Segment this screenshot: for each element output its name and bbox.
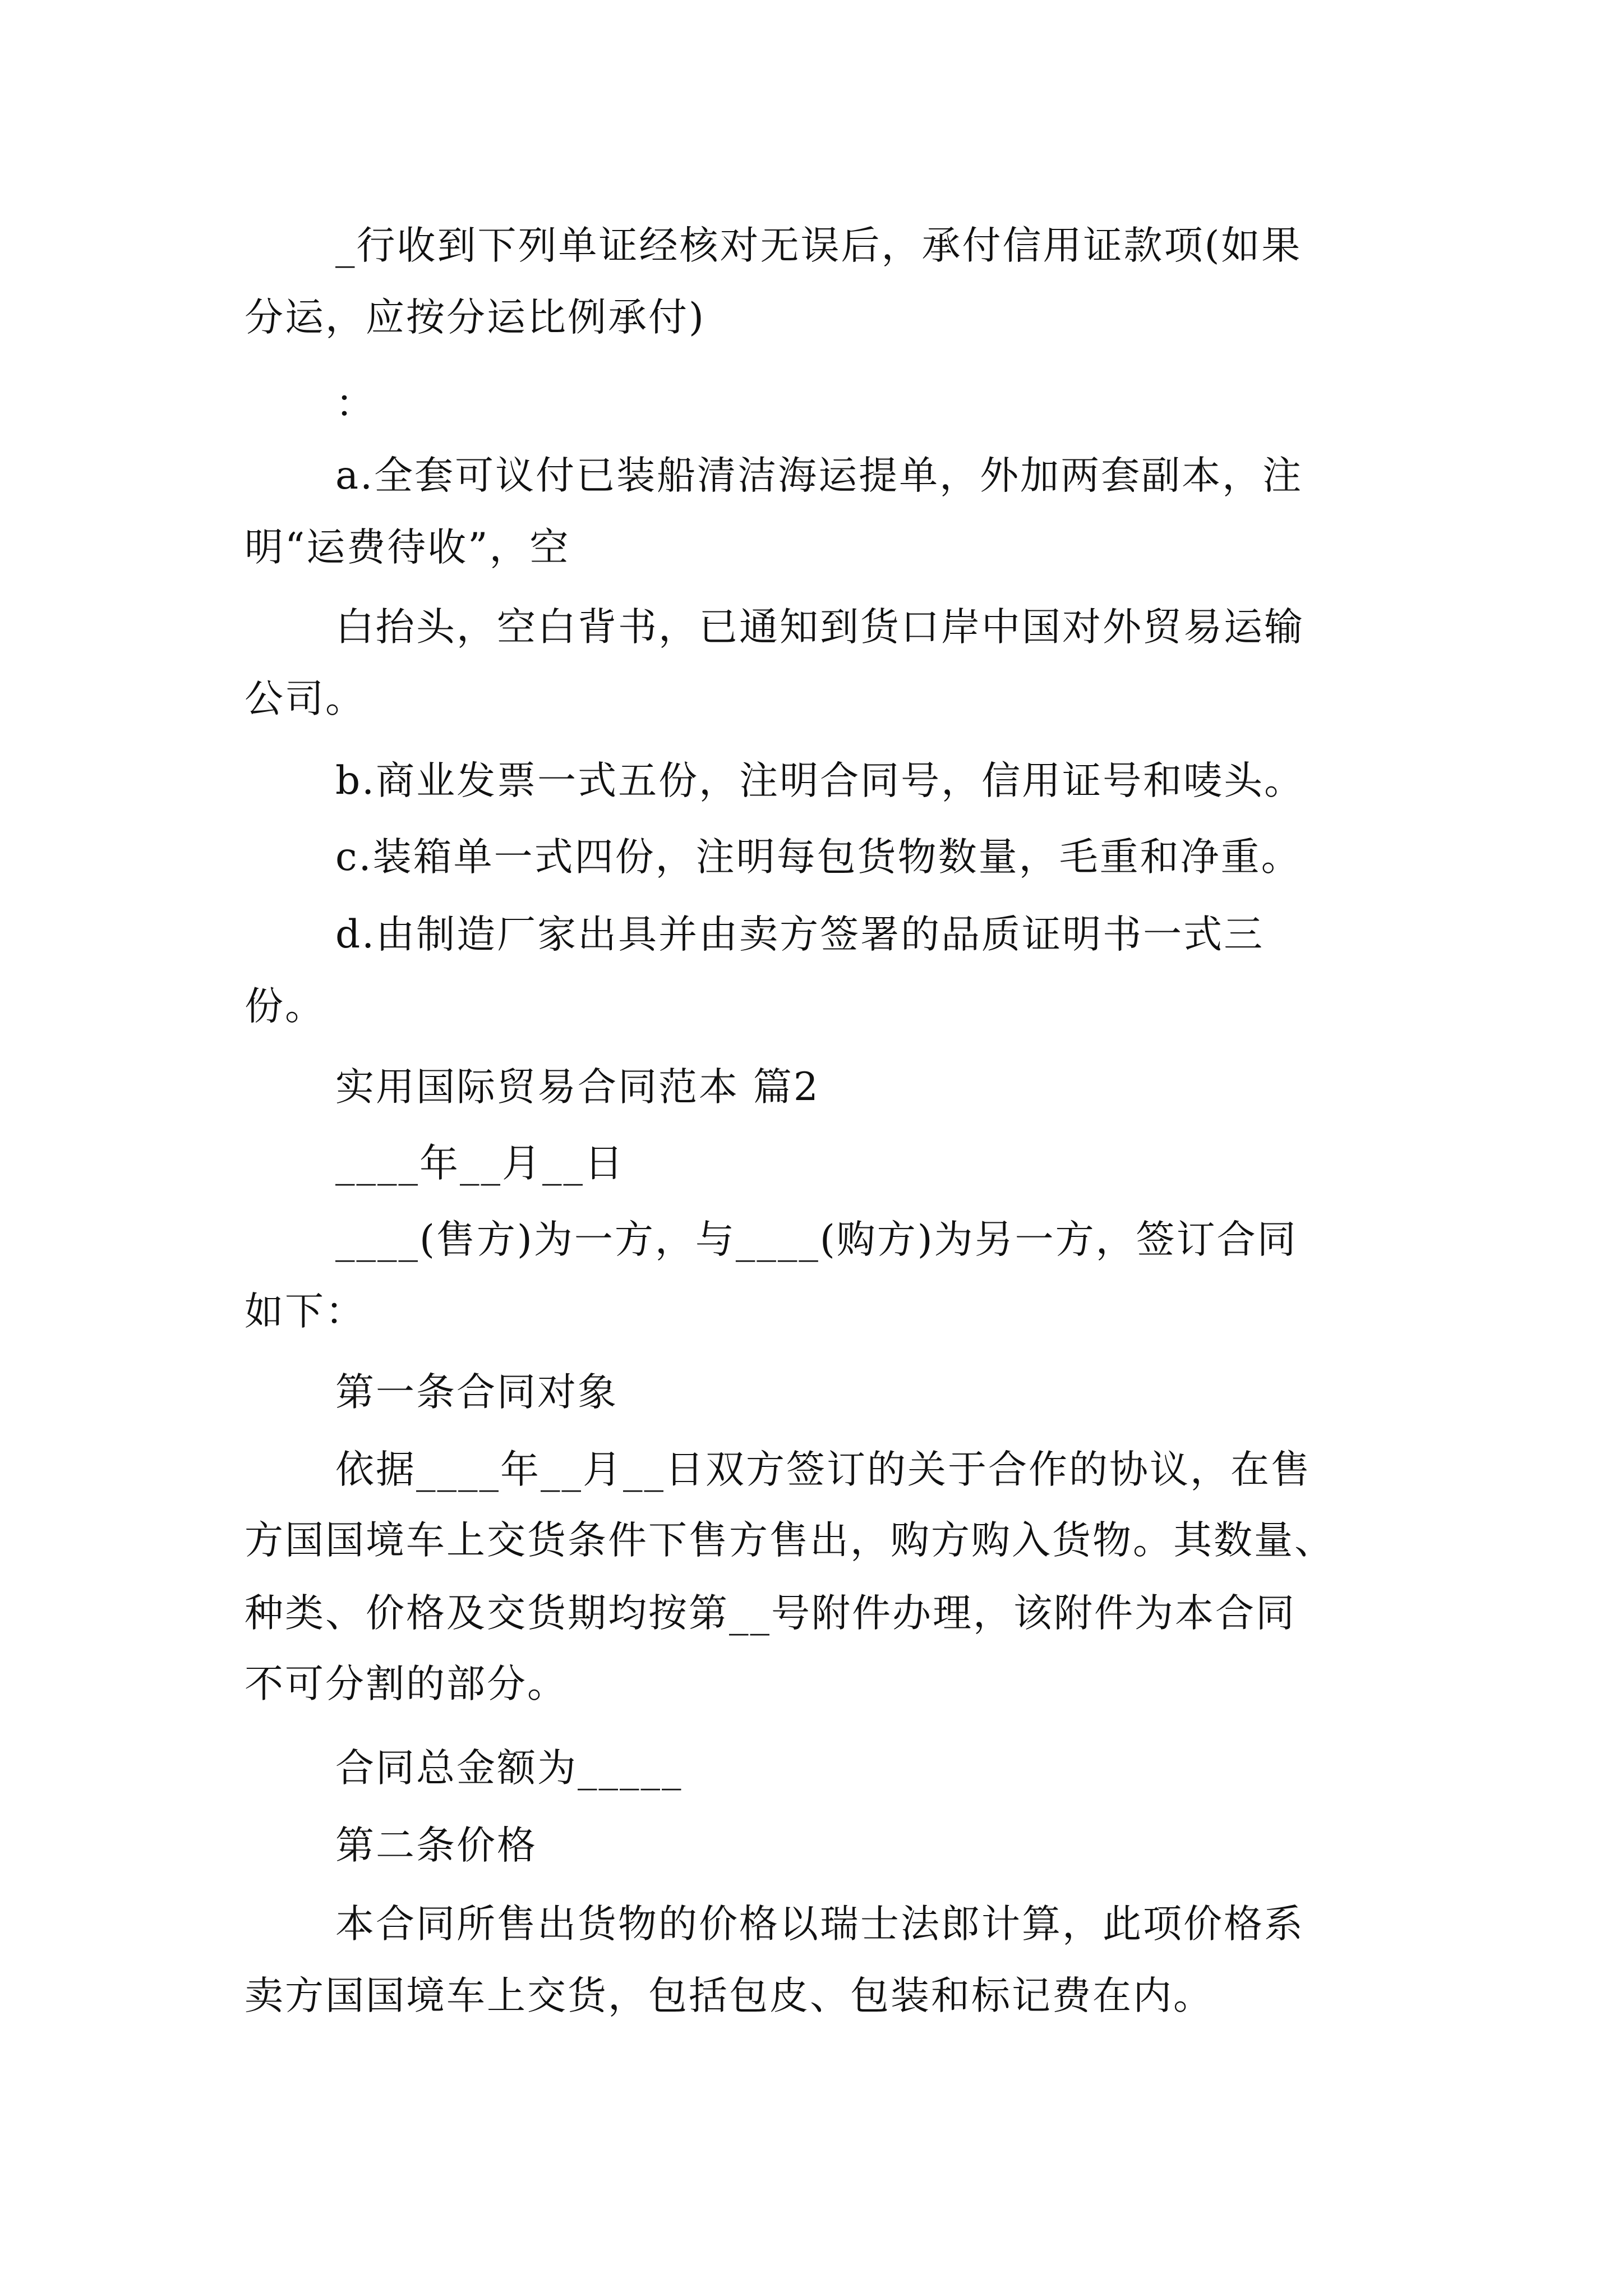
paragraph-line: 分运，应按分运比例承付)	[245, 295, 706, 340]
article-heading: 第一条合同对象	[335, 1370, 618, 1415]
paragraph-line: 方国国境车上交货条件下售方售出，购方购入货物。其数量、	[245, 1518, 1335, 1563]
paragraph-line: 明“运费待收”，空	[245, 525, 570, 570]
section-title: 实用国际贸易合同范本 篇2	[335, 1065, 820, 1110]
paragraph-line: ____(售方)为一方，与____(购方)为另一方，签订合同	[335, 1217, 1298, 1262]
paragraph-line: 公司。	[245, 677, 366, 721]
paragraph-line: d.由制造厂家出具并由卖方签署的品质证明书一式三	[335, 912, 1265, 957]
paragraph-line: ：	[335, 381, 376, 426]
paragraph-line: c.装箱单一式四份，注明每包货物数量，毛重和净重。	[335, 835, 1302, 880]
paragraph-line: 依据____年__月__日双方签订的关于合作的协议，在售	[335, 1447, 1311, 1492]
paragraph-line: _行收到下列单证经核对无误后，承付信用证款项(如果	[335, 223, 1302, 268]
paragraph-line: 本合同所售出货物的价格以瑞士法郎计算，此项价格系	[335, 1902, 1304, 1947]
paragraph-line: 不可分割的部分。	[245, 1662, 568, 1706]
article-heading: 第二条价格	[335, 1823, 537, 1868]
paragraph-line: a.全套可议付已装船清洁海运提单，外加两套副本，注	[335, 453, 1303, 498]
date-line: ____年__月__日	[335, 1141, 625, 1186]
paragraph-line: 合同总金额为_____	[335, 1746, 683, 1791]
paragraph-line: 如下：	[245, 1289, 366, 1334]
paragraph-line: 种类、价格及交货期均按第__号附件办理，该附件为本合同	[245, 1591, 1296, 1636]
paragraph-line: 白抬头，空白背书，已通知到货口岸中国对外贸易运输	[335, 605, 1304, 650]
paragraph-line: 卖方国国境车上交货，包括包皮、包装和标记费在内。	[245, 1973, 1214, 2018]
paragraph-line: 份。	[245, 984, 325, 1029]
paragraph-line: b.商业发票一式五份，注明合同号，信用证号和唛头。	[335, 758, 1305, 803]
